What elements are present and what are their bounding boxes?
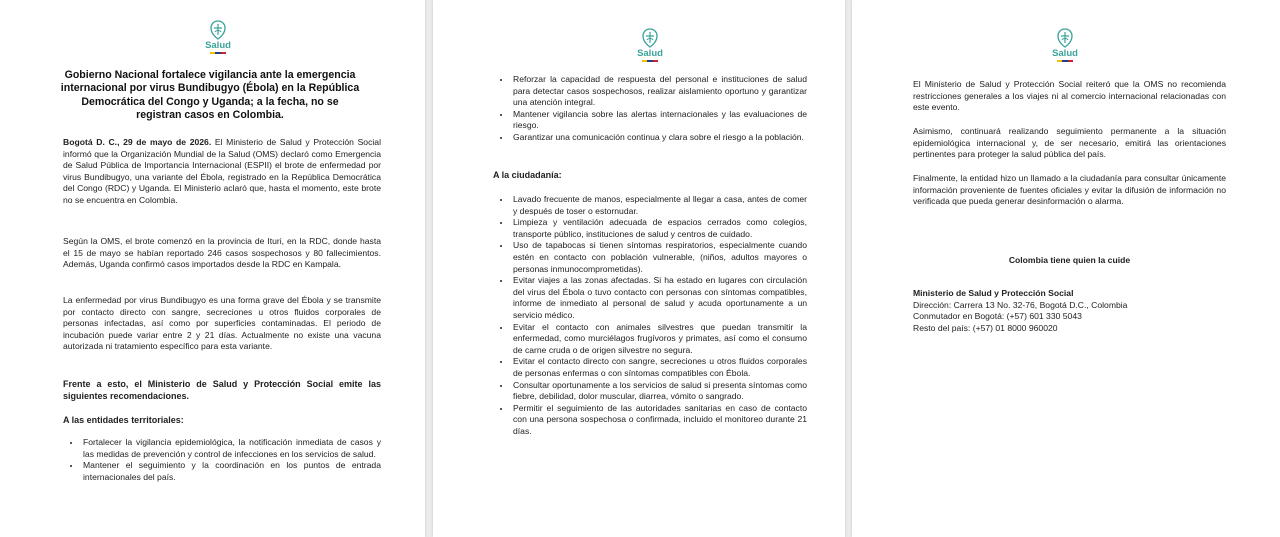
press-release-title: Gobierno Nacional fortalece vigilancia ante la emergencia internacional por virus Bundibugyo (Ébola) en la República Democrática del Congo y Uganda; a la fecha, no se registran casos en Colombia.: [60, 69, 360, 121]
flag-stripe: [1057, 60, 1073, 62]
health-emblem-icon: [639, 28, 661, 48]
salud-logo: [188, 20, 248, 54]
salud-logo: [1035, 28, 1095, 62]
citizens-list: [493, 194, 807, 437]
disease-paragraph: La enfermedad por virus Bundibugyo es una forma grave del Ébola y se transmite por contacto directo con sangre, secreciones u otros fluidos corporales de personas infectadas, así como por superficies contaminadas. El periodo de incubación puede variar entre 2 y 21 días. Actualmente no existe una vacuna autorizada ni tratamiento específico para esta variante.: [63, 295, 381, 352]
list-item: • Permitir el seguimiento de las autoridades sanitarias en caso de contacto con una persona sospechosa o confirmada, incluido el monitoreo durante 21 días.: [511, 403, 807, 438]
list-item: • Evitar viajes a las zonas afectadas. Si ha estado en lugares con circulación del virus del Ébola o tuvo contacto con personas con síntomas compatibles, informe de inmediato al personal de salud y acuda oportunamente a un servicio médico.: [511, 275, 807, 321]
flag-stripe: [642, 60, 658, 62]
list-item: • Limpieza y ventilación adecuada de espacios cerrados como colegios, transporte público, instituciones de salud y centros de cuidado.: [511, 217, 807, 240]
health-emblem-icon: [1054, 28, 1076, 48]
list-item: • Mantener vigilancia sobre las alertas internacionales y las evaluaciones de riesgo.: [511, 109, 807, 132]
list-item: • Consultar oportunamente a los servicios de salud si presenta síntomas como fiebre, debilidad, dolor muscular, diarrea, vómito o sangrado.: [511, 380, 807, 403]
territorial-list-continued: [493, 74, 807, 144]
logo-text: Salud: [1052, 48, 1078, 59]
list-item: • Mantener el seguimiento y la coordinación en los puntos de entrada internacionales del país.: [81, 460, 381, 483]
document-page-2: [433, 0, 845, 537]
contact-block: [913, 288, 1226, 334]
address: Dirección: Carrera 13 No. 32-76, Bogotá D.C., Colombia: [913, 299, 1128, 310]
health-emblem-icon: [207, 20, 229, 40]
logo-text: Salud: [205, 40, 231, 51]
citizens-heading: A la ciudadanía:: [493, 170, 562, 180]
salud-logo: [620, 28, 680, 62]
dateline: Bogotá D. C., 29 de mayo de 2026.: [63, 137, 212, 147]
flag-stripe: [210, 52, 226, 54]
territorial-heading: A las entidades territoriales:: [63, 415, 184, 425]
ministry-name: Ministerio de Salud y Protección Social: [913, 288, 1074, 298]
list-item: • Reforzar la capacidad de respuesta del personal e instituciones de salud para detectar casos sospechosos, realizar aislamiento oportuno y garantizar una atención integral.: [511, 74, 807, 109]
document-page-3: [852, 0, 1280, 537]
slogan: Colombia tiene quien la cuide: [1008, 255, 1131, 265]
call-paragraph: Finalmente, la entidad hizo un llamado a la ciudadanía para consultar únicamente información proveniente de fuentes oficiales y evitar la difusión de información no verificada que pueda generar desinformación o alarma.: [913, 173, 1226, 207]
list-item: • Lavado frecuente de manos, especialmente al llegar a casa, antes de comer y después de toser o estornudar.: [511, 194, 807, 217]
intro-text: El Ministerio de Salud y Protección Social informó que la Organización Mundial de la Salud (OMS) declaró como Emergencia de Salud Pública de Importancia Internacional (ESPII) el brote de enfermedad por virus Bundibugyo, una variante del Ébola, registrado en la República Democrática del Congo (RDC) y Uganda. El Ministerio aclaró que, hasta el momento, este brote no se encuentra en Colombia.: [63, 137, 381, 205]
oms-paragraph: El Ministerio de Salud y Protección Social reiteró que la OMS no recomienda restricciones generales a los viajes ni al comercio internacional relacionadas con este evento.: [913, 79, 1226, 113]
followup-paragraph: Asimismo, continuará realizando seguimiento permanente a la situación epidemiológica internacional y, de ser necesario, emitirá las orientaciones pertinentes para proteger la salud pública del país.: [913, 126, 1226, 160]
intro-paragraph: [63, 137, 381, 207]
logo-text: Salud: [637, 48, 663, 59]
list-item: • Evitar el contacto directo con sangre, secreciones u otros fluidos corporales de personas enfermas o con síntomas compatibles con Ébola.: [511, 356, 807, 379]
territorial-list: [63, 437, 381, 483]
list-item: • Evitar el contacto con animales silvestres que puedan transmitir la enfermedad, como murciélagos frugívoros y primates, así como el consumo de carne cruda o de origen silvestre no segura.: [511, 322, 807, 357]
recommendations-lead: Frente a esto, el Ministerio de Salud y Protección Social emite las siguientes recomendaciones.: [63, 379, 381, 401]
document-page-1: [0, 0, 425, 537]
phone-country: Resto del país: (+57) 01 8000 960020: [913, 322, 1058, 333]
list-item: • Uso de tapabocas si tienen síntomas respiratorios, especialmente cuando estén en contacto con población vulnerable, (niños, adultos mayores o personas inmunocomprometidas).: [511, 240, 807, 275]
list-item: • Fortalecer la vigilancia epidemiológica, la notificación inmediata de casos y las medidas de prevención y control de infecciones en los servicios de salud.: [81, 437, 381, 460]
phone-bogota: Conmutador en Bogotá: (+57) 601 330 5043: [913, 311, 1082, 322]
outbreak-paragraph: Según la OMS, el brote comenzó en la provincia de Ituri, en la RDC, donde hasta el 15 de mayo se habían reportado 246 casos sospechosos y 80 fallecimientos. Además, Uganda confirmó casos importados desde la RDC en Kampala.: [63, 236, 381, 270]
list-item: • Garantizar una comunicación continua y clara sobre el riesgo a la población.: [511, 132, 807, 144]
